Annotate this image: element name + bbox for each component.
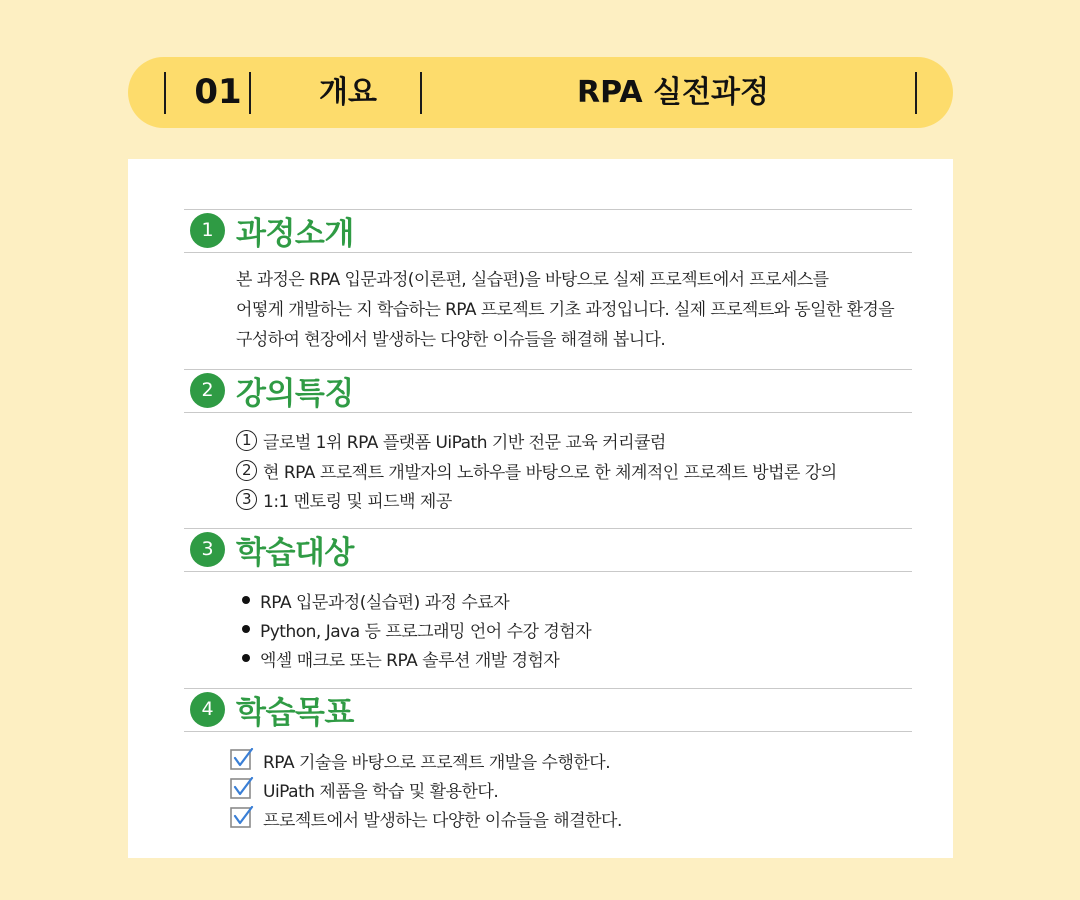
checkbox-checked-icon bbox=[230, 748, 254, 772]
audience-item bbox=[236, 643, 559, 673]
section-heading-intro bbox=[190, 210, 354, 250]
section-title: 강의특징 bbox=[236, 375, 354, 412]
header-bar bbox=[128, 57, 953, 128]
content-card bbox=[128, 159, 953, 858]
audience-text: Python, Java 등 프로그래밍 언어 수강 경험자 bbox=[260, 621, 592, 642]
bullet-icon bbox=[242, 654, 250, 662]
header-divider bbox=[249, 72, 251, 114]
course-title: RPA 실전과정 bbox=[577, 75, 769, 110]
bullet-icon bbox=[242, 625, 250, 633]
checkbox-checked-icon bbox=[230, 777, 254, 801]
header-divider bbox=[164, 72, 166, 114]
section-title: 학습대상 bbox=[236, 534, 354, 571]
chapter-number: 01 bbox=[194, 72, 242, 112]
goal-item bbox=[230, 745, 610, 775]
section-heading-goals bbox=[190, 689, 354, 729]
feature-text: 1:1 멘토링 및 피드백 제공 bbox=[263, 491, 452, 512]
section-number-badge: 2 bbox=[190, 373, 225, 408]
feature-item bbox=[236, 425, 666, 455]
section-number-badge: 3 bbox=[190, 532, 225, 567]
section-rule-bottom bbox=[184, 252, 912, 253]
goal-text: RPA 기술을 바탕으로 프로젝트 개발을 수행한다. bbox=[263, 752, 611, 773]
circled-number: 2 bbox=[236, 460, 257, 481]
header-divider bbox=[420, 72, 422, 114]
audience-text: 엑셀 매크로 또는 RPA 솔루션 개발 경험자 bbox=[260, 650, 560, 671]
audience-text: RPA 입문과정(실습편) 과정 수료자 bbox=[260, 592, 510, 613]
section-number-badge: 1 bbox=[190, 213, 225, 248]
section-rule-bottom bbox=[184, 412, 912, 413]
checkbox-checked-icon bbox=[230, 806, 254, 830]
feature-text: 현 RPA 프로젝트 개발자의 노하우를 바탕으로 한 체계적인 프로젝트 방법론 강의 bbox=[263, 462, 837, 483]
goal-text: 프로젝트에서 발생하는 다양한 이슈들을 해결한다. bbox=[263, 810, 622, 831]
circled-number: 1 bbox=[236, 430, 257, 451]
bullet-icon bbox=[242, 596, 250, 604]
section-heading-audience bbox=[190, 529, 354, 569]
goal-item bbox=[230, 803, 622, 833]
intro-line: 본 과정은 RPA 입문과정(이론편, 실습편)을 바탕으로 실제 프로젝트에서 프로세스를 bbox=[236, 270, 829, 290]
feature-text: 글로벌 1위 RPA 플랫폼 UiPath 기반 전문 교육 커리큘럼 bbox=[263, 432, 666, 453]
intro-line: 어떻게 개발하는 지 학습하는 RPA 프로젝트 기초 과정입니다. 실제 프로젝트와 동일한 환경을 bbox=[236, 300, 895, 320]
audience-item bbox=[236, 614, 591, 644]
intro-line: 구성하여 현장에서 발생하는 다양한 이슈들을 해결해 봅니다. bbox=[236, 330, 666, 350]
header-divider bbox=[915, 72, 917, 114]
feature-item bbox=[236, 455, 837, 485]
feature-item bbox=[236, 484, 452, 514]
section-rule-bottom bbox=[184, 731, 912, 732]
section-heading-features bbox=[190, 370, 354, 410]
section-rule-bottom bbox=[184, 571, 912, 572]
audience-item bbox=[236, 585, 509, 615]
section-title: 과정소개 bbox=[236, 215, 354, 252]
intro-paragraph bbox=[236, 265, 894, 355]
circled-number: 3 bbox=[236, 489, 257, 510]
section-number-badge: 4 bbox=[190, 692, 225, 727]
goal-text: UiPath 제품을 학습 및 활용한다. bbox=[263, 781, 499, 802]
section-title: 학습목표 bbox=[236, 694, 354, 731]
chapter-title: 개요 bbox=[319, 75, 377, 110]
goal-item bbox=[230, 774, 498, 804]
